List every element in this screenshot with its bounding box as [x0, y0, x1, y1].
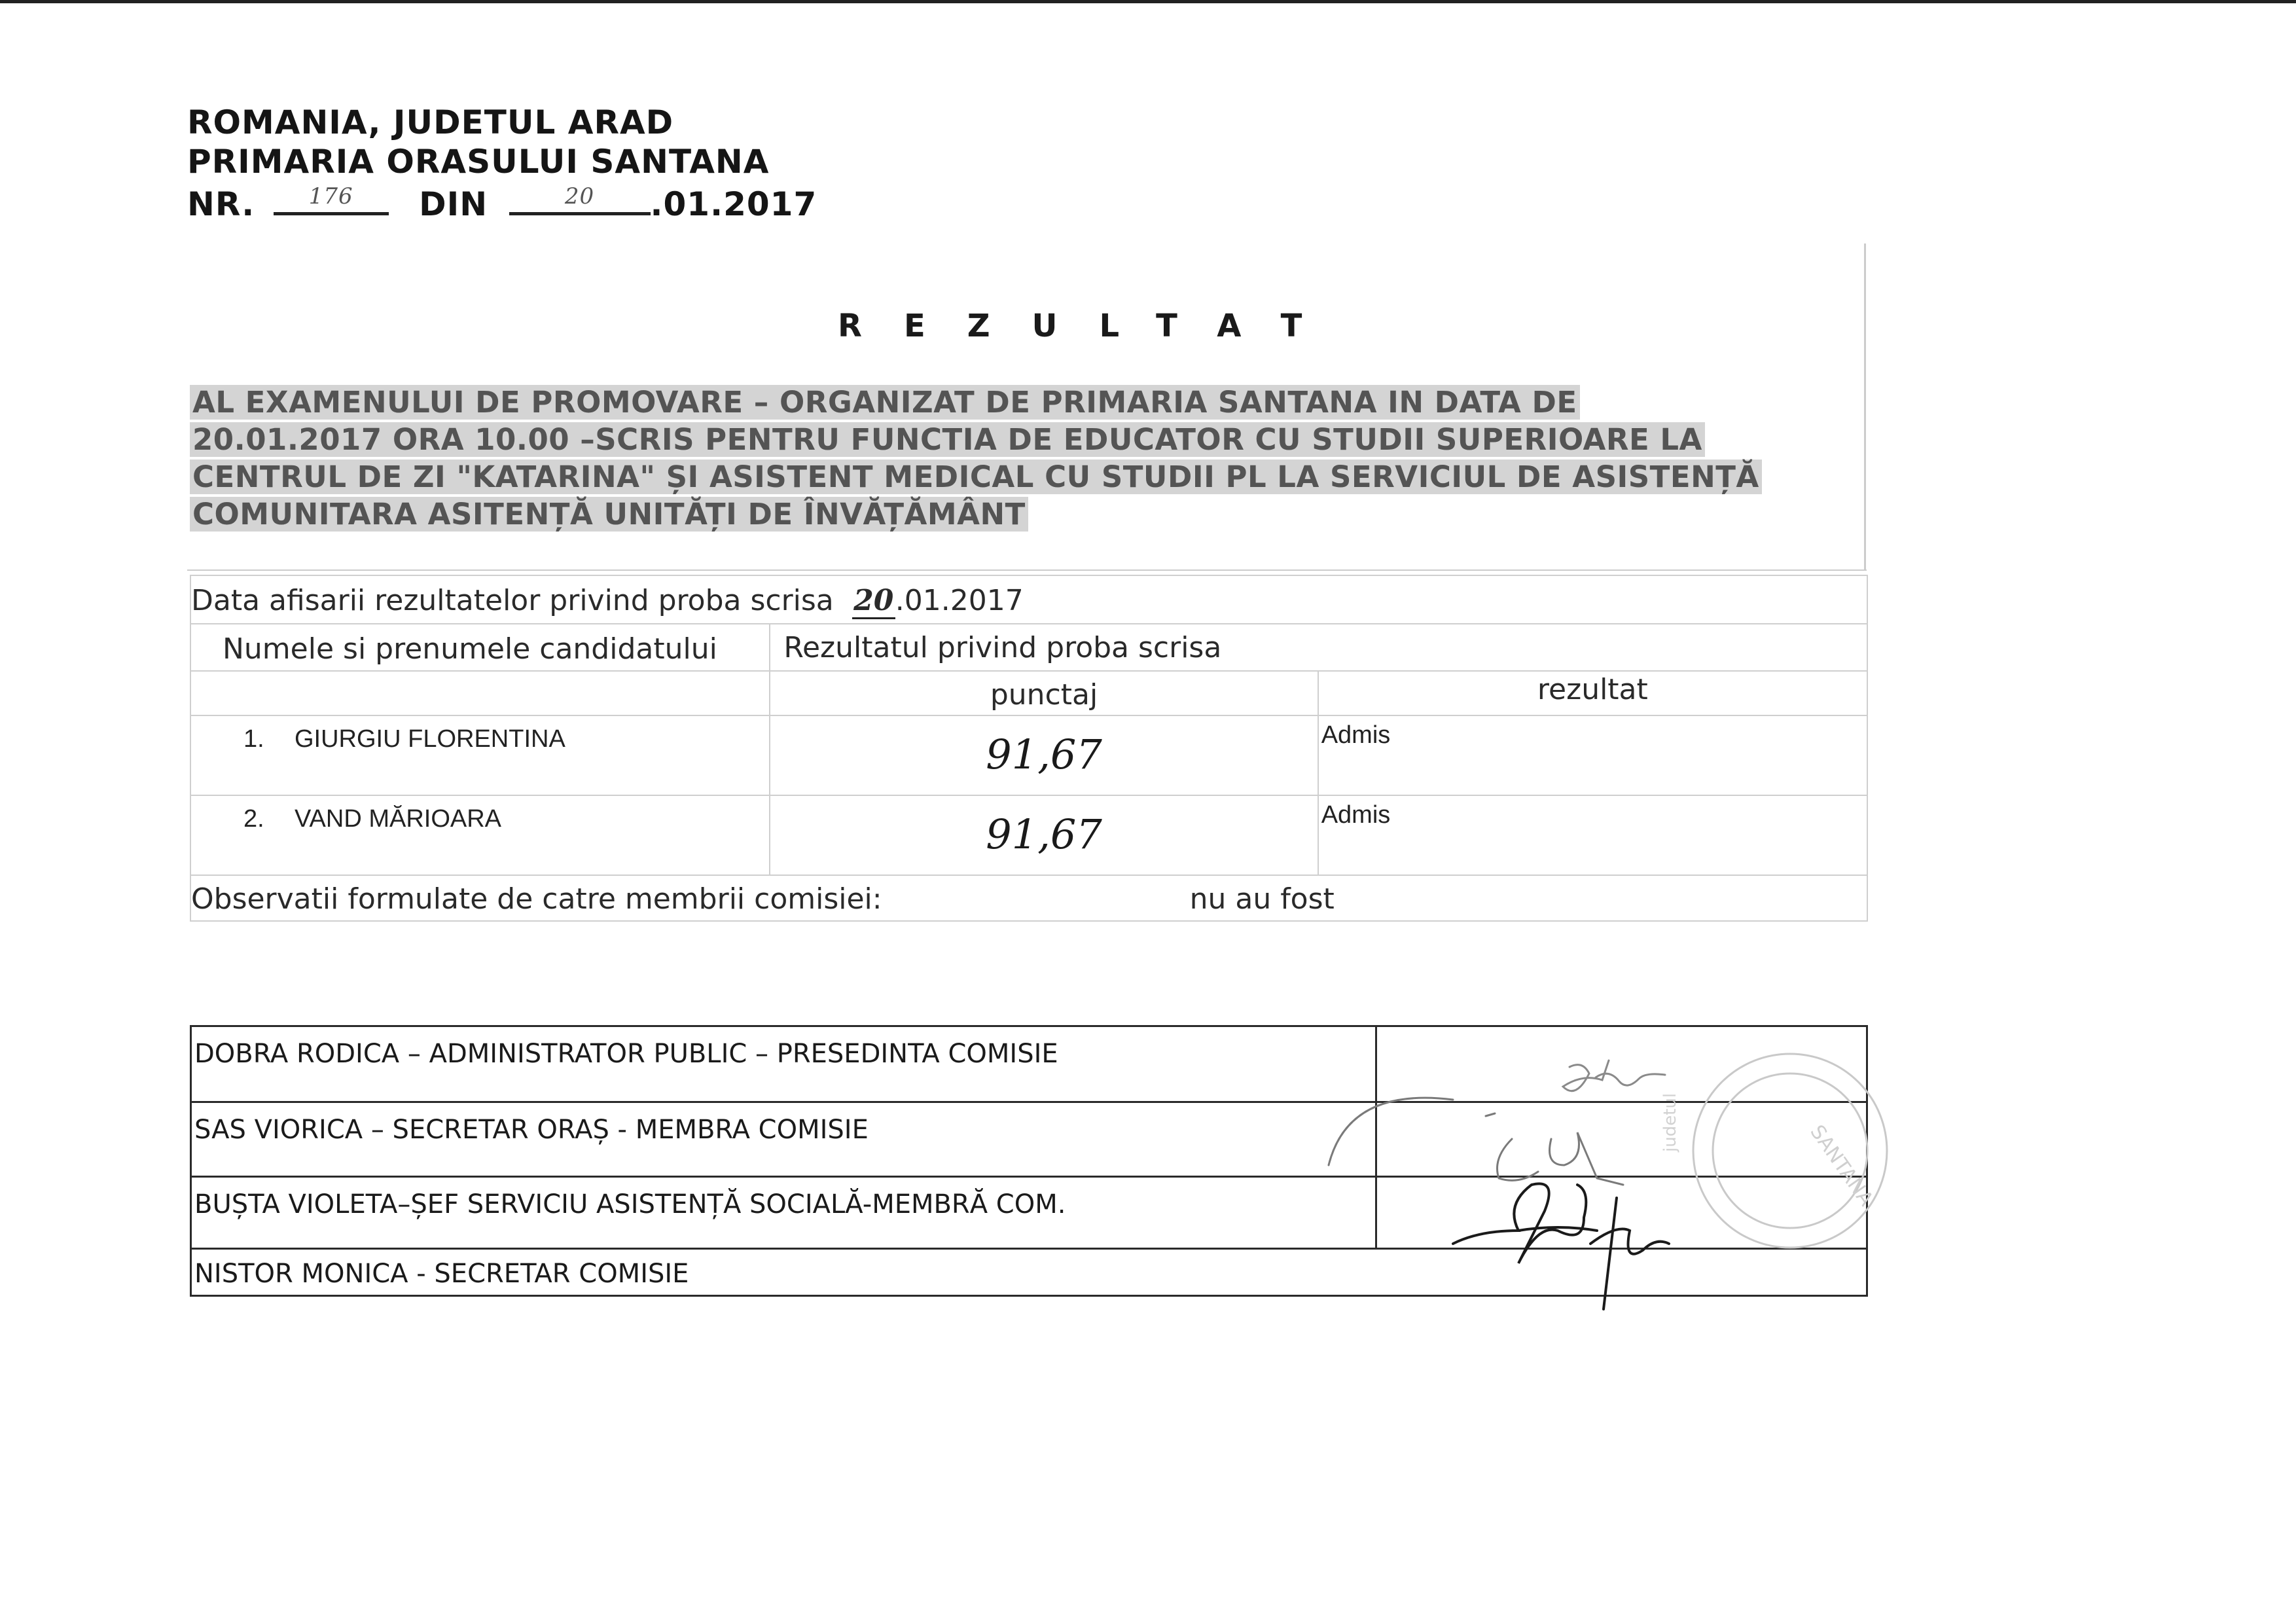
box-right-edge — [1864, 244, 1866, 571]
commission-row — [191, 1102, 1867, 1177]
candidate-name: GIURGIU FLORENTINA — [295, 725, 565, 753]
commission-member: NISTOR MONICA - SECRETAR COMISIE — [191, 1249, 1867, 1296]
candidate-number: 2. — [243, 805, 264, 833]
subtitle-text-3: CENTRUL DE ZI "KATARINA" ȘI ASISTENT MEDICAL CU STUDII PL LA SERVICIUL DE ASISTENȚĂ — [190, 460, 1762, 494]
stamp-text: SANTANA — [1805, 1121, 1878, 1210]
candidate-score: 91,67 — [770, 795, 1318, 875]
signature-cell — [1376, 1026, 1867, 1102]
date-suffix: .01.2017 — [895, 584, 1024, 617]
header-county: ROMANIA, JUDETUL ARAD — [187, 103, 674, 141]
observations-cell — [190, 875, 1867, 921]
date-cell — [190, 575, 1867, 624]
results-table — [190, 575, 1868, 922]
subtitle-text-4: COMUNITARA ASITENȚĂ UNITĂȚI DE ÎNVĂȚĂMÂNT — [190, 497, 1028, 532]
commission-row — [191, 1177, 1867, 1249]
commission-row — [191, 1249, 1867, 1296]
candidate-name: VAND MĂRIOARA — [295, 805, 502, 833]
table-row — [190, 795, 1867, 875]
nr-field — [274, 182, 389, 215]
col-name-header: Numele si prenumele candidatului — [190, 624, 770, 671]
din-label: DIN — [419, 185, 488, 223]
nr-label: NR. — [187, 185, 255, 223]
din-suffix: .01.2017 — [650, 185, 817, 223]
candidate-cell — [190, 715, 770, 795]
din-day-field — [509, 182, 651, 215]
observations-row — [190, 875, 1867, 921]
subtitle-text-1: AL EXAMENULUI DE PROMOVARE – ORGANIZAT DE PRIMARIA SANTANA IN DATA DE — [190, 385, 1580, 420]
col-result-header: Rezultatul privind proba scrisa — [770, 624, 1867, 671]
candidate-score: 91,67 — [770, 715, 1318, 795]
candidate-outcome: Admis — [1318, 715, 1867, 795]
nr-handwritten: 176 — [308, 183, 353, 209]
document-title: REZULTAT — [838, 308, 1344, 344]
signature-cell — [1376, 1102, 1867, 1177]
subtitle-line-1 — [190, 385, 1580, 420]
din-day-handwritten: 20 — [564, 183, 595, 209]
commission-table — [190, 1025, 1868, 1297]
header-registration — [187, 182, 817, 223]
date-row — [190, 575, 1867, 624]
candidate-outcome: Admis — [1318, 795, 1867, 875]
date-label: Data afisarii rezultatelor privind proba scrisa — [191, 584, 834, 617]
candidate-cell — [190, 795, 770, 875]
header-institution: PRIMARIA ORASULUI SANTANA — [187, 143, 770, 181]
candidate-number: 1. — [243, 725, 264, 753]
col-score-header: punctaj — [770, 671, 1318, 715]
subheader-row — [190, 671, 1867, 715]
commission-member: SAS VIORICA – SECRETAR ORAȘ - MEMBRA COMISIE — [191, 1102, 1376, 1177]
header-row — [190, 624, 1867, 671]
commission-member: DOBRA RODICA – ADMINISTRATOR PUBLIC – PRESEDINTA COMISIE — [191, 1026, 1376, 1102]
stamp-subtext: judetul — [1660, 1092, 1680, 1152]
observations-value: nu au fost — [1189, 882, 1335, 916]
subtitle-line-2 — [190, 422, 1705, 457]
empty-cell — [190, 671, 770, 715]
subtitle-line-4 — [190, 497, 1028, 532]
table-row — [190, 715, 1867, 795]
box-divider — [187, 569, 1867, 571]
date-day-handwritten: 20 — [852, 584, 895, 619]
observations-label: Observatii formulate de catre membrii comisiei: — [191, 882, 882, 916]
signature-cell — [1376, 1177, 1867, 1249]
subtitle-text-2: 20.01.2017 ORA 10.00 –SCRIS PENTRU FUNCTIA DE EDUCATOR CU STUDII SUPERIOARE LA — [190, 422, 1705, 457]
subtitle-line-3 — [190, 460, 1762, 494]
commission-member: BUȘTA VIOLETA–ȘEF SERVICIU ASISTENȚĂ SOCIALĂ-MEMBRĂ COM. — [191, 1177, 1376, 1249]
commission-row — [191, 1026, 1867, 1102]
scan-top-edge — [0, 0, 2296, 3]
col-outcome-header: rezultat — [1318, 671, 1867, 715]
